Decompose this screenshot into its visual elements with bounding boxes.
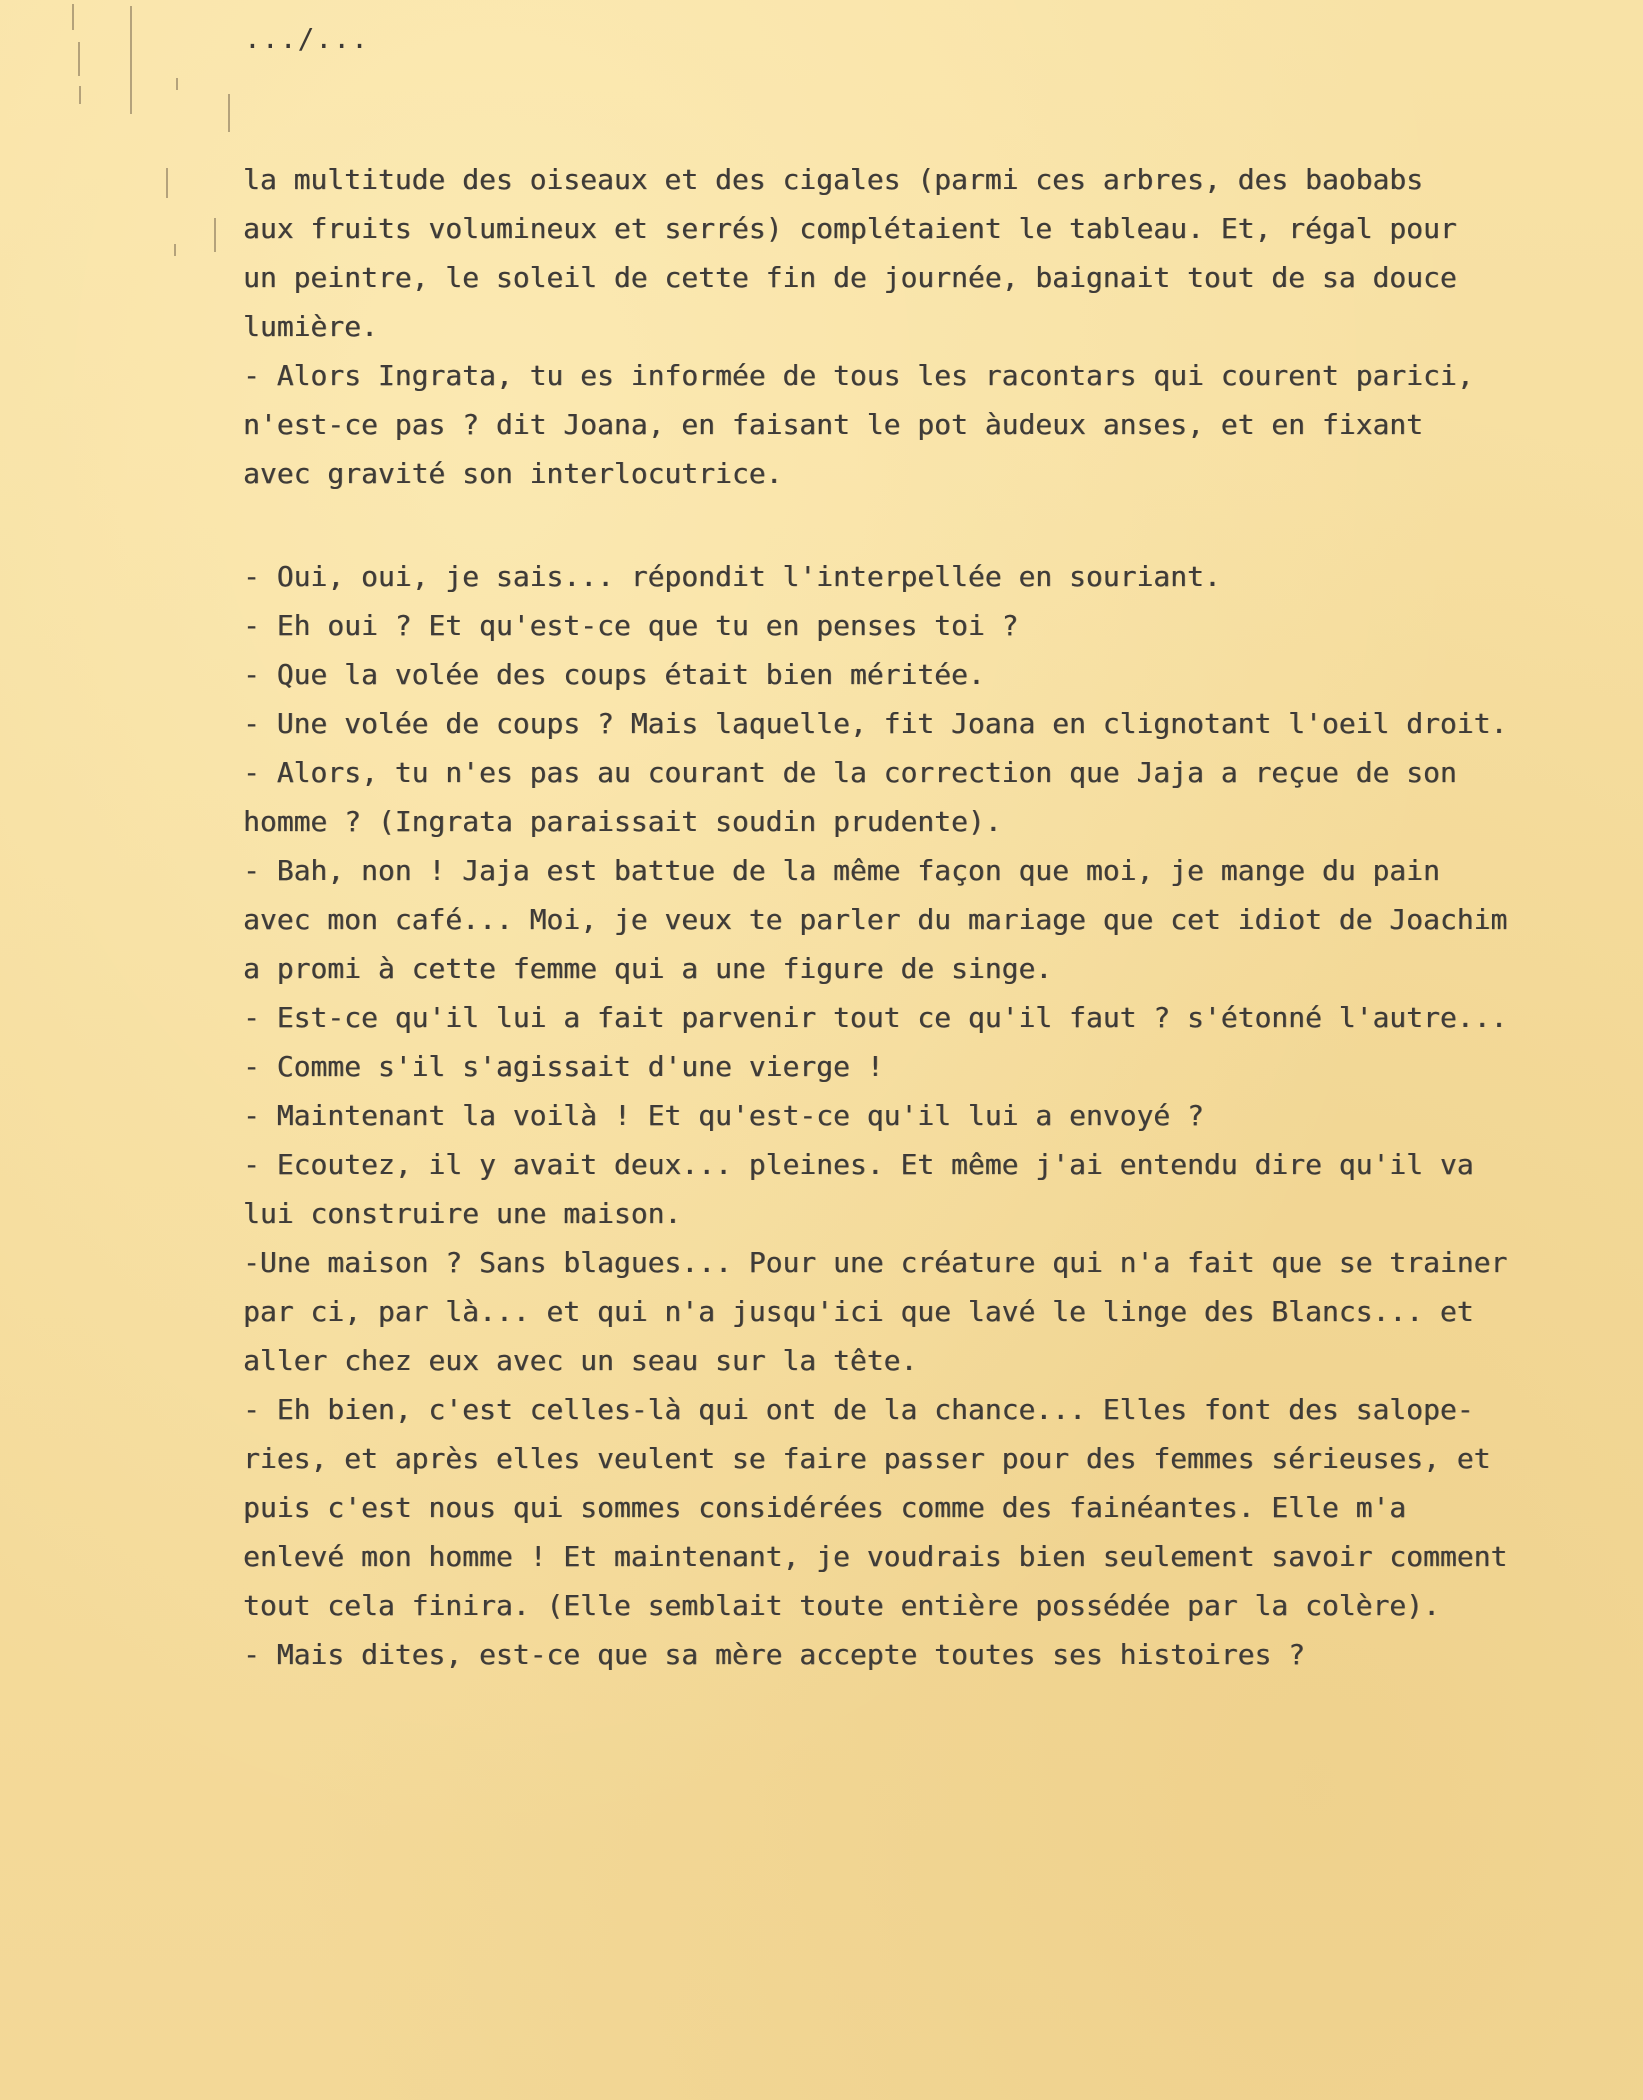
text-line: la multitude des oiseaux et des cigales (parmi ces arbres, des baobabs bbox=[243, 163, 1424, 196]
dialogue-line: puis c'est nous qui sommes considérées comme des fainéantes. Elle m'a bbox=[243, 1491, 1407, 1524]
dialogue-line: ries, et après elles veulent se faire passer pour des femmes sérieuses, et bbox=[243, 1442, 1491, 1475]
dialogue-line: lui construire une maison. bbox=[243, 1197, 682, 1230]
margin-mark bbox=[72, 4, 74, 30]
margin-mark bbox=[176, 78, 178, 90]
margin-mark bbox=[166, 168, 168, 198]
dialogue-line: - Une volée de coups ? Mais laquelle, fit Joana en clignotant l'oeil droit. bbox=[243, 707, 1508, 740]
dialogue-line: aller chez eux avec un seau sur la tête. bbox=[243, 1344, 918, 1377]
dialogue-line: par ci, par là... et qui n'a jusqu'ici que lavé le linge des Blancs... et bbox=[243, 1295, 1474, 1328]
dialogue-line: - Que la volée des coups était bien méritée. bbox=[243, 658, 985, 691]
dialogue-line: tout cela finira. (Elle semblait toute entière possédée par la colère). bbox=[243, 1589, 1440, 1622]
dialogue-line: homme ? (Ingrata paraissait soudin prudente). bbox=[243, 805, 1002, 838]
dialogue-line: -Une maison ? Sans blagues... Pour une créature qui n'a fait que se trainer bbox=[243, 1246, 1508, 1279]
dialogue-line: - Mais dites, est-ce que sa mère accepte toutes ses histoires ? bbox=[243, 1638, 1306, 1671]
margin-mark bbox=[79, 86, 81, 104]
dialogue-line: - Bah, non ! Jaja est battue de la même façon que moi, je mange du pain bbox=[243, 854, 1440, 887]
text-line: n'est-ce pas ? dit Joana, en faisant le pot àudeux anses, et en fixant bbox=[243, 408, 1424, 441]
text-line: - Alors Ingrata, tu es informée de tous les racontars qui courent parici, bbox=[243, 359, 1474, 392]
dialogue-line: - Ecoutez, il y avait deux... pleines. Et même j'ai entendu dire qu'il va bbox=[243, 1148, 1474, 1181]
text-line: lumière. bbox=[243, 310, 378, 343]
margin-mark bbox=[228, 94, 230, 132]
dialogue-line: - Eh oui ? Et qu'est-ce que tu en penses toi ? bbox=[243, 609, 1019, 642]
dialogue-line: - Maintenant la voilà ! Et qu'est-ce qu'il lui a envoyé ? bbox=[243, 1099, 1204, 1132]
margin-mark bbox=[174, 244, 176, 256]
text-line: aux fruits volumineux et serrés) complétaient le tableau. Et, régal pour bbox=[243, 212, 1457, 245]
dialogue-line: - Eh bien, c'est celles-là qui ont de la chance... Elles font des salope- bbox=[243, 1393, 1474, 1426]
dialogue-line: - Alors, tu n'es pas au courant de la correction que Jaja a reçue de son bbox=[243, 756, 1457, 789]
dialogue-line: - Oui, oui, je sais... répondit l'interpellée en souriant. bbox=[243, 560, 1221, 593]
dialogue-line: avec mon café... Moi, je veux te parler du mariage que cet idiot de Joachim bbox=[243, 903, 1508, 936]
dialogue-line: - Comme s'il s'agissait d'une vierge ! bbox=[243, 1050, 884, 1083]
text-line: avec gravité son interlocutrice. bbox=[243, 457, 783, 490]
text-line: un peintre, le soleil de cette fin de journée, baignait tout de sa douce bbox=[243, 261, 1457, 294]
typewritten-text bbox=[243, 155, 1628, 1679]
dialogue-line: a promi à cette femme qui a une figure de singe. bbox=[243, 952, 1053, 985]
margin-mark bbox=[78, 42, 80, 76]
page-continuation-mark: .../... bbox=[244, 22, 370, 55]
margin-mark bbox=[214, 218, 216, 252]
paragraph-gap bbox=[243, 498, 1628, 552]
margin-mark bbox=[130, 6, 132, 114]
dialogue-line: enlevé mon homme ! Et maintenant, je voudrais bien seulement savoir comment bbox=[243, 1540, 1508, 1573]
dialogue-line: - Est-ce qu'il lui a fait parvenir tout ce qu'il faut ? s'étonné l'autre... bbox=[243, 1001, 1508, 1034]
